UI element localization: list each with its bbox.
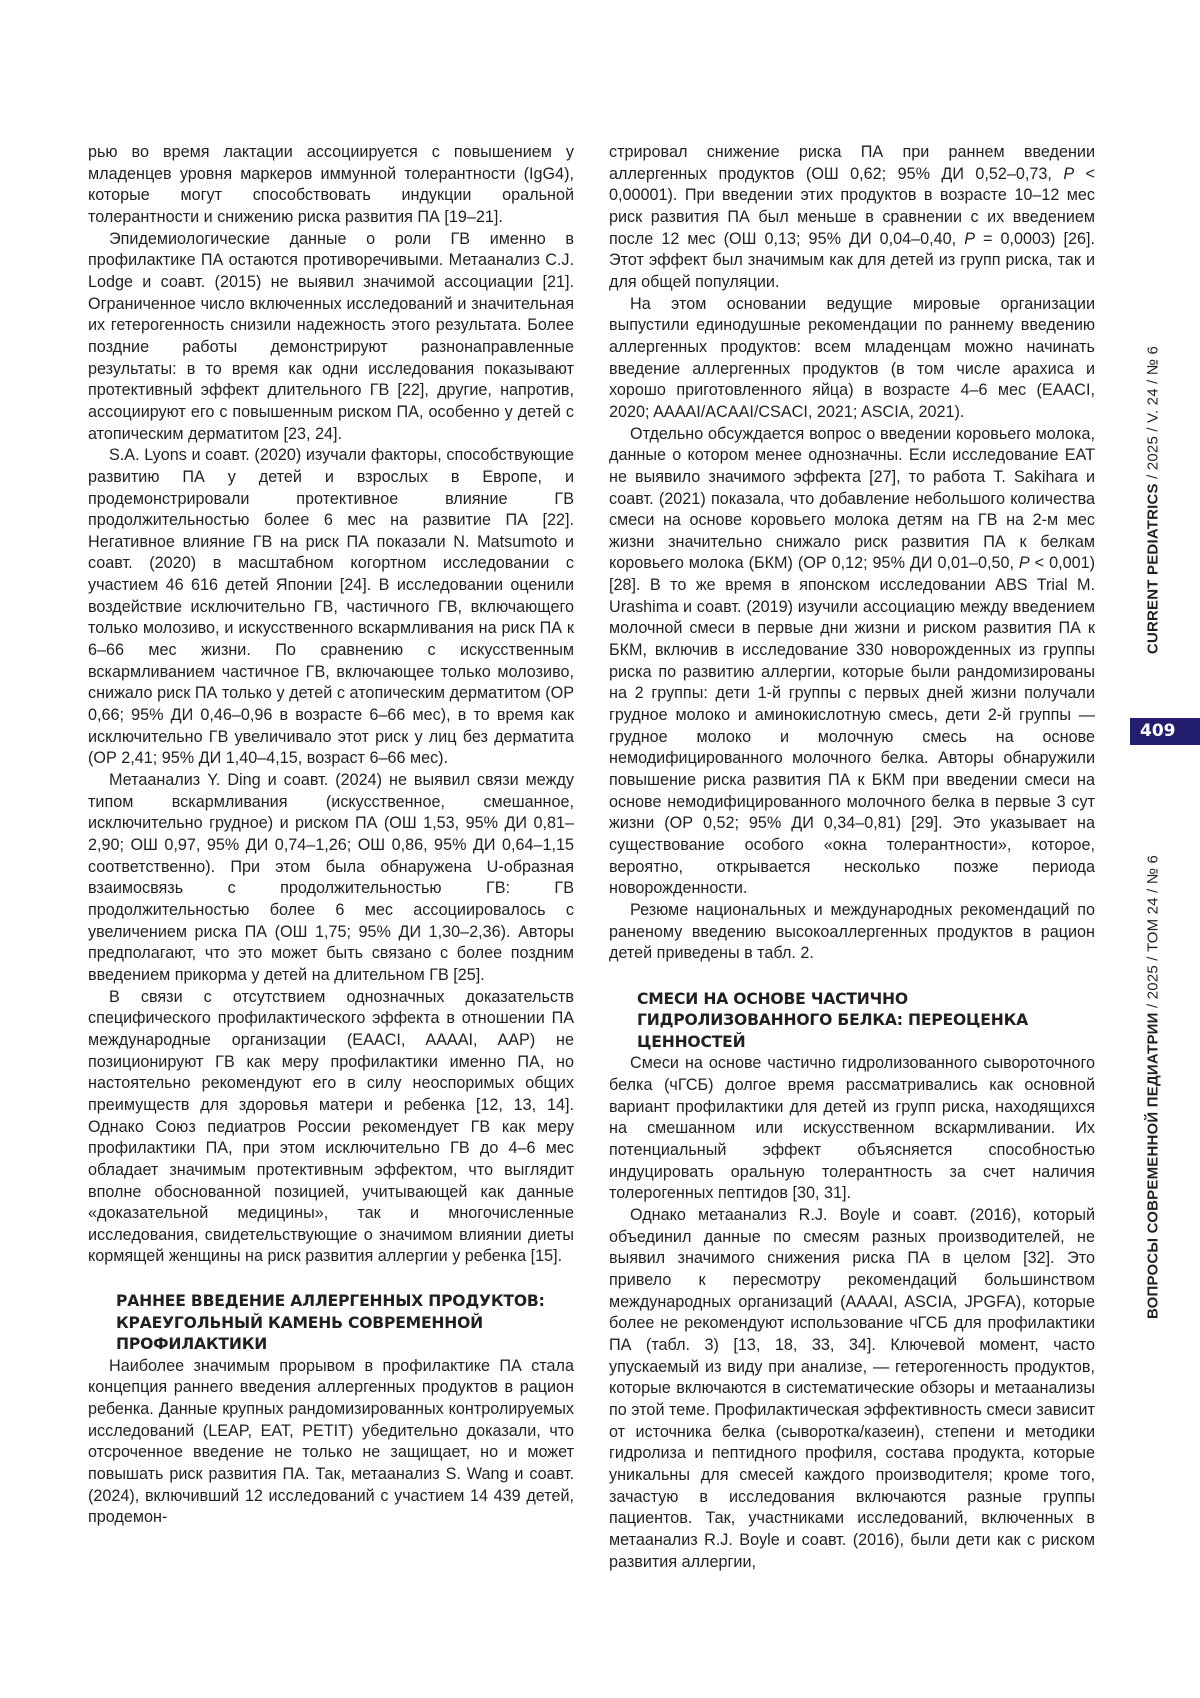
p-value-symbol: P bbox=[964, 229, 976, 248]
p-value-symbol: P bbox=[1063, 164, 1075, 183]
section-heading: СМЕСИ НА ОСНОВЕ ЧАСТИЧНО ГИДРОЛИЗОВАННОГО БЕЛКА: ПЕРЕОЦЕНКА ЦЕННОСТЕЙ bbox=[637, 989, 1029, 1051]
text-run: Отдельно обсуждается вопрос о введении коровьего молока, данные о котором менее однозначны. Если исследование EAT не выявило значимого эффекта [27], то работа T. Sakihara и соавт. (2021) показала, что добавление небольшого количества смеси на основе коровьего молока детям на ГВ на 2-м мес жизни значительно снижало риск развития ПА к белкам коровьего молока (БКМ) (ОР 0,12; 95% ДИ 0,01–0,50, bbox=[609, 424, 1095, 573]
paragraph: S.A. Lyons и соавт. (2020) изучали факторы, способствующие развитию ПА у детей и взрослых в Европе, и продемонстрировали протективное влияние ГВ продолжительностью более 6 мес на развитие ПА [22]. Негативное влияние ГВ на риск ПА показали N. Matsumoto и соавт. (2020) в масштабном когортном исследовании с участием 46 616 детей Японии [24]. В исследовании оценили воздействие исключительно ГВ, частичного ГВ, включающего только молозиво, и искусственного вскармливания на риск ПА к 6–66 мес жизни. По сравнению с искусственным вскармливанием частичное ГВ, включающее только молозиво, снижало риск ПА только у детей с атопическим дерматитом (ОР 0,66; 95% ДИ 0,46–0,96 в возрасте 6–66 мес), в то время как исключительно ГВ увеличивало этот риск у лиц без дерматита (ОР 2,41; 95% ДИ 1,40–4,15, возраст 6–66 мес). bbox=[88, 446, 574, 768]
paragraph bbox=[609, 142, 1095, 294]
text-run: < 0,00001). При введении этих продуктов в возрасте 10–12 мес риск развития ПА был меньше в сравнении с их введением после 12 мес (ОШ 0,13; 95% ДИ 0,04–0,40, bbox=[609, 164, 1096, 248]
paragraph: Эпидемиологические данные о роли ГВ именно в профилактике ПА остаются противоречивыми. Метаанализ C.J. Lodge и соавт. (2015) не выявил значимой ассоциации [21]. Ограниченное число включенных исследований и значительная их гетерогенность снизили надежность этого результата. Более поздние работы демонстрируют разнонаправленные результаты: в то время как одни исследования показывают протективный эффект длительного ГВ [22], другие, напротив, ассоциируют его с повышенным риском ПА, особенно у детей с атопическим дерматитом [23, 24]. bbox=[88, 229, 574, 443]
paragraph: Наиболее значимым прорывом в профилактике ПА стала концепция раннего введения аллергенных продуктов в рацион ребенка. Данные крупных рандомизированных контролируемых исследований (LEAP, EAT, PETIT) убедительно доказали, что отсроченное введение не только не защищает, но и может повышать риск развития ПА. Так, метаанализ S. Wang и соавт. (2024), включивший 12 исследований с участием 14 439 детей, продемон- bbox=[88, 1356, 574, 1527]
paragraph: Резюме национальных и международных рекомендаций по раненому введению высокоаллергенных продуктов в рацион детей приведены в табл. 2. bbox=[609, 900, 1095, 963]
text-run: < 0,001) [28]. В то же время в японском исследовании ABS Trial M. Urashima и соавт. (2019) изучили ассоциацию между введением молочной смеси в первые дни жизни и риском развития ПА к БКМ, включив в исследование 330 новорожденных из группы риска по развитию аллергии, которые были рандомизированы на 2 группы: дети 1-й группы с первых дней жизни получали грудное молоко и аминокислотную смесь, дети 2-й группы — грудное молоко и молочную смесь на основе немодифицированного молочного белка. Авторы обнаружили повышение риска развития ПА к БКМ при введении смеси на основе немодифицированного молочного белка в первые 3 сут жизни (ОР 0,52; 95% ДИ 0,34–0,81) [29]. Это указывает на существование особого «окна толерантности», которое, вероятно, открывается несколько позже периода новорожденности. bbox=[609, 554, 1095, 898]
page-number: 409 bbox=[1130, 718, 1200, 745]
paragraph: На этом основании ведущие мировые организации выпустили единодушные рекомендации по раннему введению аллергенных продуктов: всем младенцам можно начинать введение аллергенных продуктов (в том числе арахиса и хорошо приготовленного яйца) в возрасте 4–6 мес (EAACI, 2020; AAAAI/ACAAI/CSACI, 2021; ASCIA, 2021). bbox=[609, 294, 1095, 421]
paragraph: рью во время лактации ассоциируется с повышением у младенцев уровня маркеров иммунной толерантности (IgG4), которые могут способствовать индукции оральной толерантности и снижению риска развития ПА [19–21]. bbox=[88, 143, 574, 226]
right-column bbox=[609, 142, 1095, 1573]
paragraph: Метаанализ Y. Ding и соавт. (2024) не выявил связи между типом вскармливания (искусственное, смешанное, исключительно грудное) и риском ПА (ОШ 1,53, 95% ДИ 0,81–2,90; ОШ 0,97, 95% ДИ 0,74–1,26; ОШ 0,86, 95% ДИ 0,64–1,15 соответственно). При этом была обнаружена U-образная взаимосвязь с продолжительностью ГВ: ГВ продолжительностью более 6 мес ассоциировалось с увеличением риска ПА (ОШ 1,75; 95% ДИ 1,30–2,36). Авторы предполагают, что это может быть связано с более поздним введением прикорма у детей на длительном ГВ [25]. bbox=[88, 771, 574, 984]
running-head-english bbox=[1145, 346, 1162, 654]
running-head-russian bbox=[1145, 855, 1162, 1319]
left-column bbox=[88, 142, 574, 1529]
issue-info-en: / 2025 / V. 24 / № 6 bbox=[1144, 345, 1162, 484]
journal-title-en: CURRENT PEDIATRICS bbox=[1144, 483, 1162, 655]
text-run: стрировал снижение риска ПА при раннем введении аллергенных продуктов (ОШ 0,62; 95% ДИ 0,52–0,73, bbox=[609, 143, 1095, 183]
p-value-symbol: P bbox=[1018, 554, 1030, 573]
journal-title-ru: ВОПРОСЫ СОВРЕМЕННОЙ ПЕДИАТРИИ bbox=[1144, 1012, 1162, 1320]
paragraph: В связи с отсутствием однозначных доказательств специфического профилактического эффекта в отношении ПА международные организации (EAACI, AAAAI, AAP) не позиционируют ГВ как меру профилактики именно ПА, но настоятельно рекомендуют его в силу неоспоримых общих преимуществ для здоровья матери и ребенка [12, 13, 14]. Однако Союз педиатров России рекомендует ГВ как меру профилактики ПА, при этом исключительно ГВ до 4–6 мес обладает значимым протективным эффектом, что выглядит вполне обоснованной позицией, учитывающей как данные «доказательной медицины», так и многочисленные исследования, свидетельствующие о значимом влиянии диеты кормящей женщины на риск развития аллергии у ребенка [15]. bbox=[88, 987, 574, 1266]
paragraph: Смеси на основе частично гидролизованного сывороточного белка (чГСБ) долгое время рассматривались как основной вариант профилактики для детей из групп риска, находящихся на смешанном или искусственном вскармливании. Их потенциальный эффект объясняется способностью индуцировать оральную толерантность за счет наличия толерогенных пептидов [30, 31]. bbox=[609, 1054, 1095, 1203]
paragraph: Однако метаанализ R.J. Boyle и соавт. (2016), который объединил данные по смесям разных производителей, не выявил значимого снижения риска ПА в целом [32]. Это привело к пересмотру рекомендаций большинством международных организаций (AAAAI, ASCIA, JPGFA), которые более не рекомендуют использование чГСБ для профилактики ПА (табл. 3) [13, 18, 33, 34]. Ключевой момент, часто упускаемый из виду при анализе, — гетерогенность продуктов, которые включаются в систематические обзоры и метаанализы по этой теме. Профилактическая эффективность смеси зависит от источника белка (сыворотка/казеин), степени и методики гидролиза и пептидного профиля, состава продукта, которые уникальны для смесей каждого производителя; кроме того, зачастую в исследования включаются разные группы пациентов. Так, участниками исследований, включенных в метаанализ R.J. Boyle и соавт. (2016), были дети как с риском развития аллергии, bbox=[609, 1206, 1095, 1571]
text-run: = 0,0003) [26]. Этот эффект был значимым как для детей из групп риска, так и для общей популяции. bbox=[609, 229, 1095, 291]
paragraph bbox=[609, 424, 1095, 900]
issue-info-ru: / 2025 / ТОМ 24 / № 6 bbox=[1144, 854, 1162, 1013]
section-heading: РАННЕЕ ВВЕДЕНИЕ АЛЛЕРГЕННЫХ ПРОДУКТОВ: КРАЕУГОЛЬНЫЙ КАМЕНЬ СОВРЕМЕННОЙ ПРОФИЛАКТИКИ bbox=[116, 1292, 545, 1354]
